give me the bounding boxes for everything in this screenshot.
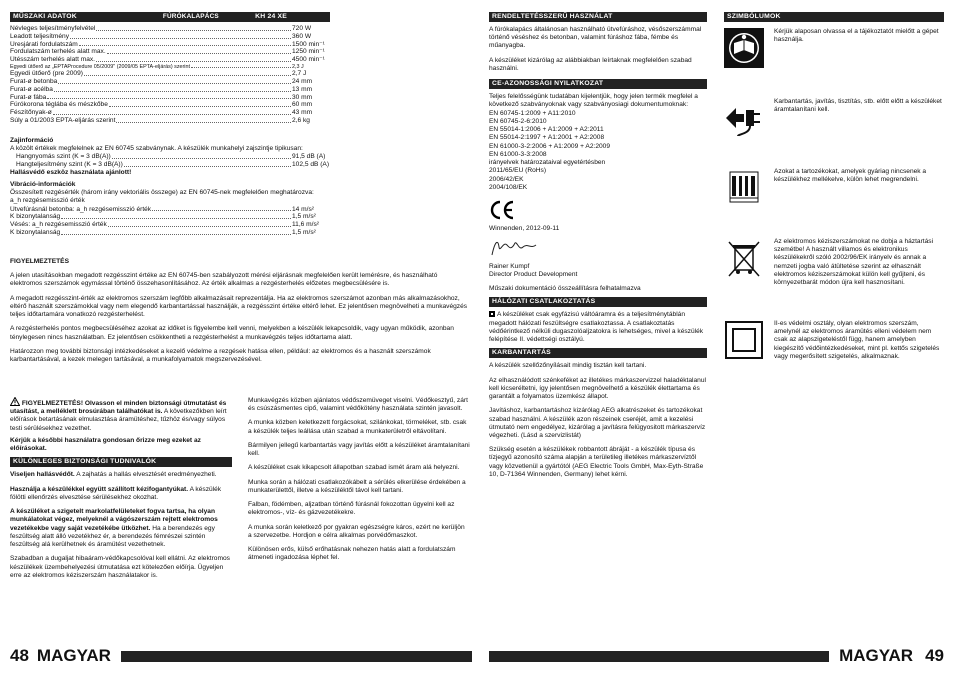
class-2-icon: [489, 311, 495, 317]
vib-row: Ütvefúrásnál betonba: a_h rezgésemisszió érték 14 m/s²: [10, 205, 314, 213]
safety-para: Szabadban a dugaljat hibaáram-védőkapcsolóval kell ellátni. Az elektromos készülékek üzembehelyezési útmutatása ezt kötelezően előírja. Ügyeljen erre az elektromos kéziszerszám használatakor is.: [10, 555, 230, 579]
read-manual-icon: [724, 28, 764, 68]
spec-row: Furat-ø fába 30 mm: [10, 93, 313, 101]
noise-section: Zajinformáció A közölt értékek megfelelnek az EN 60745 szabványnak. A készülék munkahelyi zajszintje tipikusan: Hangnyomás szint (K = 3 dB(A)) 91,5 dB (A) Hangteljesítmény szint (K = 3 dB(A)) 102,5 dB (A) Hallásvédő eszköz használata ajánlott! Vibráció-információk Összesített rezgésérték (három irány vektoriális összege) az EN 60745-nek megfelelően meghatározva: a_h rezgésemisszió érték Ütvefúrásnál betonba: a_h rezgésemisszió érték 14 m/s² K bizonytalanság 1,5 m/s² Vésés: a_h rezgésemisszió érték 11,6 m/s² K bizonytalanság 1,5 m/s²: [10, 136, 330, 236]
symbol-row: Azokat a tartozékokat, amelyek gyáriag nincsenek a készülékhez mellékelve, külön lehet megrendelni.: [724, 168, 944, 230]
footer-bar: [121, 651, 472, 662]
tech-data-header: MŰSZAKI ADATOK FÚRÓKALAPÁCS KH 24 XE: [10, 12, 330, 22]
safety-para: Viseljen hallásvédőt. A zajhatás a hallás elvesztését eredményezheti.: [10, 471, 217, 479]
ce-mark-icon: [489, 200, 515, 220]
symbol-row: II-es védelmi osztály, olyan elektromos szerszám, amelynél az elektromos áramütés elleni védelem nem csak az alapszigeteléstől függ, hanem amelyben kiegészítő védőintézkedéseket, mint pl. kettős szigetelés vagy megerősített szigetelés, alkalmaznak.: [724, 320, 944, 361]
spec-row: Súly a 01/2003 EPTA-eljárás szerint 2,6 kg: [10, 116, 310, 124]
spec-row: Egyedi ütőerő az „EPTAProcedure 05/2009" (2009/05 EPTA-eljárás) szerint 2,3 J: [10, 63, 304, 70]
vib-row: Vésés: a_h rezgésemisszió érték 11,6 m/s²: [10, 221, 319, 229]
spec-row: Fúrókorona téglába és mészkőbe 60 mm: [10, 101, 313, 109]
maintenance-header: KARBANTARTÁS: [489, 348, 707, 358]
mid-column: Munkavégzés közben ajánlatos védőszemüveget viselni. Védőkesztyű, zárt és csúszásmentes cipő, valamint védőkötény használata szintén javasolt. A munka közben keletkezett forgácsokat, szilánkokat, törmeléket, stb. csak a készülék teljes leállása után szabad a munkaterületről eltávolítani. Bármilyen jellegű karbantartás vagy javítás előtt a készüléket áramtalanítani kell. A készüléket csak kikapcsolt állapotban szabad ismét áram alá helyezni. Munka során a hálózati csatlakozókábelt a sérülés elkerülése érdekében a munkaterülettől, illetve a készüléktől távol kell tartani. Falban, födémben, aljzatban történő fúrásnál fokozottan ügyelni kell az elektromos-, víz- és gázvezetékekre. A munka során keletkező por gyakran egészségre káros, ezért ne kerüljön a szervezetbe. Hordjon e célra alkalmas porvédőmaszkot. Különösen erős, külső erőhatásnak nehezen hatás alatt a fordulatszám átmeneti ingadozása léphet fel.: [248, 397, 470, 562]
symbol-row: Kérjük alaposan olvassa el a tájékoztatót mielőtt a gépet használja.: [724, 28, 944, 90]
symbols-header: SZIMBÓLUMOK: [724, 12, 944, 22]
footer-bar: [489, 651, 829, 662]
signature-icon: [489, 237, 539, 259]
vib-row: K bizonytalanság 1,5 m/s²: [10, 213, 316, 221]
network-header: HÁLÓZATI CSATLAKOZTATÁS: [489, 297, 707, 307]
footer-left: [10, 645, 472, 667]
spec-row: Fészítőnyak-ø 43 mm: [10, 109, 313, 117]
spec-row: Fordulatszám terhelés alatt max. 1250 min⁻¹: [10, 48, 325, 56]
language-label: MAGYAR: [839, 646, 914, 666]
symbols-column: [724, 12, 944, 369]
spec-row: Leadott teljesítmény 360 W: [10, 32, 312, 40]
footer-right: [489, 645, 944, 667]
spec-row: Egyedi ütőerő (pre 2009) 2,7 J: [10, 70, 307, 78]
safety-para: Használja a készülékkel együtt szállított kézifogantyúkat. A készülék fölötti ellenőrzés elvesztése sérülésekhez okozhat.: [10, 485, 222, 501]
spec-row: Ütésszám terhelés alatt max. 4500 min⁻¹: [10, 56, 325, 64]
usage-header: RENDELTETÉSSZERŰ HASZNÁLAT: [489, 12, 707, 22]
weee-bin-icon: [724, 238, 764, 278]
right-column-1: RENDELTETÉSSZERŰ HASZNÁLAT A fúrókalapács általánosan használható ütvefúráshoz, vésőszerszámmal történő véséshez és betonban, valamint fúráshoz fába, fémbe és műanyagba. A készüléket kizárólag az alábbiakban leírtaknak megfelelően szabad használni. CE-AZONOSSÁGI NYILATKOZAT Teljes felelősségünk tudatában kijelentjük, hogy jelen termék megfelel a következő szabványoknak vagy szabványosiagi dokumentumoknak: EN 60745-1:2009 + A11:2010 EN 60745-2-6:2010 EN 55014-1:2006 + A1:2009 + A2:2011 EN 55014-2:1997 + A1:2001 + A2:2008 EN 61000-3-2:2006 + A1:2009 + A2:2009 EN 61000-3-3:2008 irányelvek határozataival egyetértésben 2011/65/EU (RoHs) 2006/42/EK 2004/108/EK Winnenden, 2012-09-11 Rainer Kumpf Director Product Development Műszaki dokumentáció összeállításra felhatalmazva HÁLÓZATI CSATLAKOZTATÁS A készüléket csak egyfázisú váltóáramra és a teljesítménytáblán megadott hálózati feszültségre csatlakoztassa. A csatlakoztatás védőérintkező nélküli dugaszolóaljzatokra is lehetséges, mivel a készülék felépítése II. védettségi osztályú. KARBANTARTÁS A készülék szellőzőnyílásait mindig tisztán kell tartani. Az elhasználódott szénkeféket az illetékes márkaszervizzel haladéktalanul kell kicseréltetni, így jelentősen megnövelhető a készülék élettartama és garantált a folyamatos üzemkész állapot. Javításhoz, karbantartáshoz kizárólag AEG alkatrészeket és tartozékokat szabad használni. A készülék azon részeinek cseréjét, amit a kezelési útmutató nem engedélyez, kizárólag a javításra felügyositott márkaszervíz végezheti. (Lásd a szervizlistát) Szükség esetén a készülékek robbantott ábráját - a készülék típusa és tízjegyű azonosító száma alapján a területileg illetékes márkaszervíztől vagy közvetlenül a gyártótól (AEG Electric Tools GmbH, Max-Eyth-Straße 10, D-71364 Winnenden, Germany) lehet kérni.: [489, 12, 706, 478]
language-label: MAGYAR: [36, 646, 111, 666]
spec-row: Furat-ø betonba 24 mm: [10, 77, 313, 85]
ce-section: Teljes felelősségünk tudatában kijelentjük, hogy jelen termék megfelel a következő szabványoknak vagy szabványosiagi dokumentumoknak: EN 60745-1:2009 + A11:2010 EN 60745-2-6:2010 EN 55014-1:2006 + A1:2009 + A2:2011 EN 55014-2:1997 + A1:2001 + A2:2008 EN 61000-3-2:2006 + A1:2009 + A2:2009 EN 61000-3-3:2008 irányelvek határozataival egyetértésben 2011/65/EU (RoHs) 2006/42/EK 2004/108/EK Winnenden, 2012-09-11 Rainer Kumpf Director Product Development Műszaki dokumentáció összeállításra felhatalmazva: [489, 93, 698, 293]
spec-row: Névleges teljesítményfelvétel 720 W: [10, 25, 312, 32]
spec-row: Üresjárati fordulatszám 1500 min⁻¹: [10, 40, 325, 48]
ce-header: CE-AZONOSSÁGI NYILATKOZAT: [489, 79, 707, 89]
class-2-icon: [724, 320, 764, 360]
special-safety-header: KÜLÖNLEGES BIZTONSÁGI TUDNIVALÓK: [10, 457, 232, 467]
safety-column: FIGYELMEZTETÉS! Olvasson el minden biztonsági útmutatást és utasítást, a melléklett brosúrában találhatókat is. A következőkben leírt előírások betartásának elmulasztása áramütéshez, tűzhöz és/vagy súlyos testi sérülésekhez vezethet. Kérjük a későbbi használatra gondosan őrizze meg ezeket az előírásokat. KÜLÖNLEGES BIZTONSÁGI TUDNIVALÓK Viseljen hallásvédőt. A zajhatás a hallás elvesztését eredményezheti. Használja a készülékkel együtt szállított kézifogantyúkat. A készülék fölötti ellenőrzés elvesztése sérülésekhez okozhat. A készüléket a szigetelt markolatfelületeket fogva tartsa, ha olyan munkálatokat végez, melyeknél a vágószerszám rejtett elektromos vezetékekbe vagy saját vezetékébe ütközhet. Ha a berendezés egy feszültség alatt álló vezetékhez ér, a berendezés fémrészei szintén feszültség alá kerülhetnek és áramütést vezethetnek. Szabadban a dugaljat hibaáram-védőkapcsolóval kell ellátni. Az elektromos készülékek üzembehelyezési útmutatása ezt kötelezően előírja. Ügyeljen erre az elektromos kéziszerszám használatakor is.: [10, 397, 232, 586]
unplug-icon: [724, 98, 764, 138]
warning-section: FIGYELMEZTETÉS A jelen utasításokban megadott rezgésszint értéke az EN 60745-ben szabályozott mérési eljárásnak megfelelően került lemérésre, és használható elektromos szerszámok egymással történő összehasonlításához. Az érték alkalmas a rezgésterhelés előzetes megbecsülésére is. A megadott rezgésszint-érték az elektromos szerszám legfőbb alkalmazásait reprezentálja. Ha az elektromos szerszámot azonban más alkalmazásokhoz, eltérő használt szerszámokkal vagy nem elegendő karbantartással használják, a rezgésszint értéke eltérő lehet. Ez jelentősen megnövelheti a munkavégzés teljes időtartamára vonatkozó rezgésterhelést. A rezgésterhelés pontos megbecsüléséhez azokat az időket is figyelembe kell venni, melyekben a készülék lekapcsoldik, vagy ugyan működik, azonban ténylegesen nincs használatban. Ez jelentősen csökkentheti a rezgésterhelést a munkavégzés teljes időtartama alatt. Határozzon meg további biztonsági intézkedéseket a kezelő védelme a rezgések hatása ellen, például: az elektromos és a használt szerszámok karbantartásával, a kezek melegen tartásával, a munkafolyamatok megszervezésével.: [10, 258, 468, 364]
warning-triangle-icon: [10, 397, 20, 406]
symbol-row: Az elektromos kéziszerszámokat ne dobja a háztartási szemétbe! A használt villamos és elektronikus készülékekről szóló 2002/96/EK irányelv és annak a nemzeti jogba való átültetése szerint az elhasznált elektromos kéziszerszámokat külön kell gyűjteni, és környezetbarát módon újra kell hasznosítani.: [724, 238, 944, 312]
page-number: 49: [925, 646, 944, 666]
page-number: 48: [10, 646, 29, 666]
spec-row: Furat-ø acélba 13 mm: [10, 85, 313, 93]
spec-list: [10, 25, 330, 125]
vib-row: K bizonytalanság 1,5 m/s²: [10, 228, 316, 236]
accessories-icon: [724, 168, 764, 208]
symbol-row: Karbantartás, javítás, tisztítás, stb. előtt előtt a készüléket áramtalanítani kell.: [724, 98, 944, 160]
noise-row: Hangnyomás szint (K = 3 dB(A)) 91,5 dB (A): [16, 153, 326, 161]
left-column: [10, 12, 330, 237]
safety-para: A készüléket a szigetelt markolatfelületeket fogva tartsa, ha olyan munkálatokat végez, melyeknél a vágószerszám rejtett elektromos vezetékekbe vagy saját vezetékébe ütközhet. Ha a berendezés egy feszültség alatt álló vezetékhez ér, a berendezés fémrészei szintén feszültség alá kerülhetnek és áramütést vezethetnek.: [10, 508, 218, 549]
noise-row: Hangteljesítmény szint (K = 3 dB(A)) 102,5 dB (A): [16, 160, 330, 168]
